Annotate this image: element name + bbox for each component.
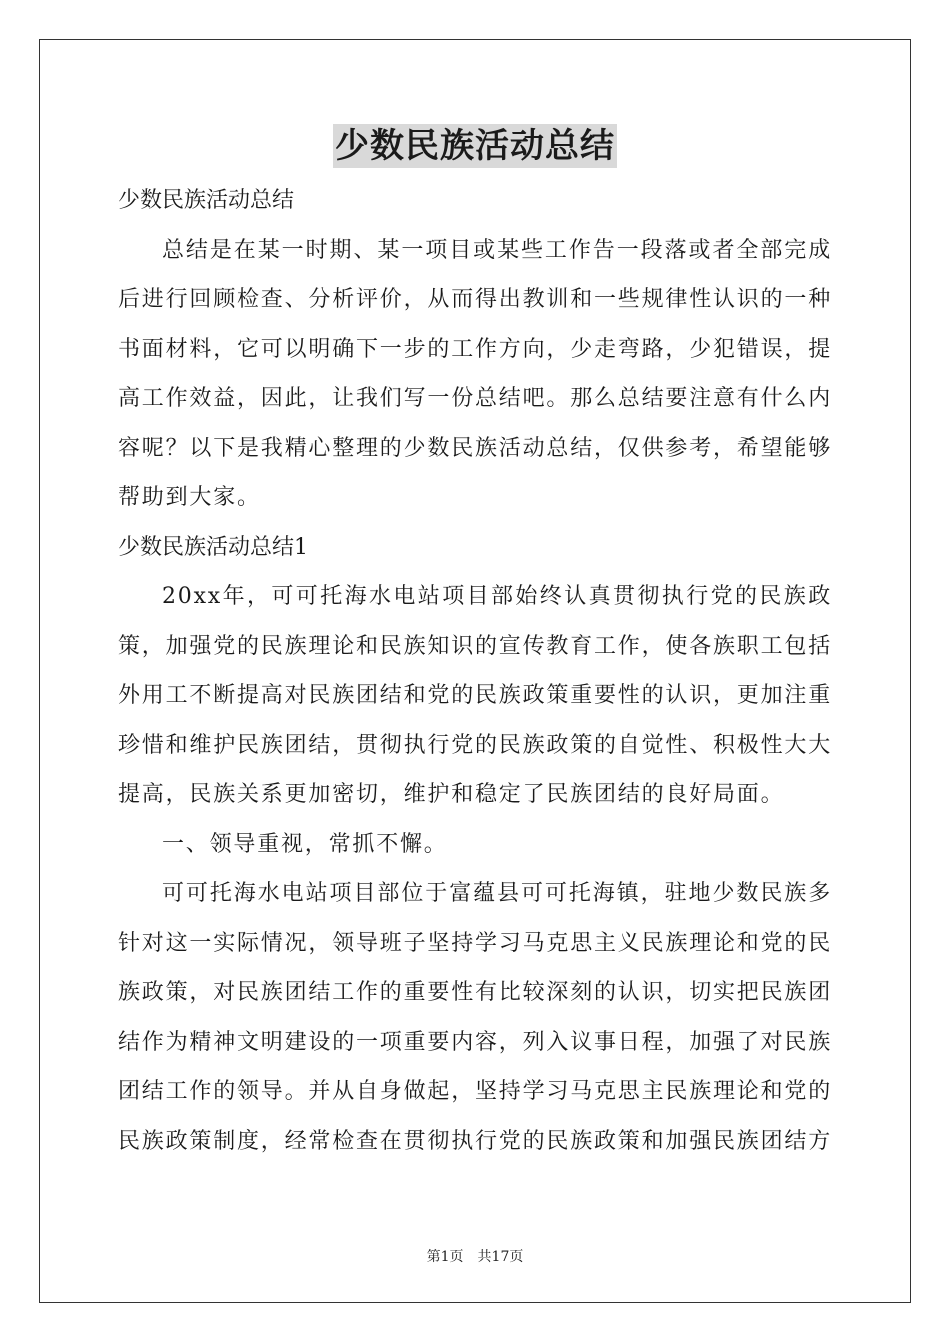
document-title: 少数民族活动总结 — [335, 126, 615, 166]
paragraph: 总结是在某一时期、某一项目或某些工作告一段落或者全部完成后进行回顾检查、分析评价，从而得出教训和一些规律性认识的一种书面材料，它可以明确下一步的工作方向，少走弯路，少犯错误，提高工作效益，因此，让我们写一份总结吧。那么总结要注意有什么内容呢？以下是我精心整理的少数民族活动总结，仅供参考，希望能够帮助到大家。 — [118, 237, 833, 510]
page-number: 第1页 — [426, 1249, 464, 1265]
page-footer — [0, 1246, 950, 1266]
document-body — [118, 176, 832, 1166]
paragraph: 20xx年，可可托海水电站项目部始终认真贯彻执行党的民族政策，加强党的民族理论和民族知识的宣传教育工作，使各族职工包括外用工不断提高对民族团结和党的民族政策重要性的认识，更加注重珍惜和维护民族团结，贯彻执行党的民族政策的自觉性、积极性大大提高，民族关系更加密切，维护和稳定了民族团结的良好局面。 — [118, 584, 833, 807]
paragraph: 一、领导重视，常抓不懈。 — [162, 831, 448, 857]
section-heading: 少数民族活动总结1 — [118, 534, 308, 560]
section-heading: 少数民族活动总结 — [118, 188, 295, 213]
paragraph: 可可托海水电站项目部位于富蕴县可可托海镇，驻地少数民族多针对这一实际情况，领导班子坚持学习马克思主义民族理论和党的民族政策，对民族团结工作的重要性有比较深刻的认识，切实把民族团结作为精神文明建设的一项重要内容，列入议事日程，加强了对民族团结工作的领导。并从自身做起，坚持学习马克思主民族理论和党的民族政策制度，经常检查在贯彻执行党的民族政策和加强民族团结方 — [118, 881, 833, 1154]
title-container — [0, 124, 950, 168]
page-total: 共17页 — [477, 1249, 524, 1265]
